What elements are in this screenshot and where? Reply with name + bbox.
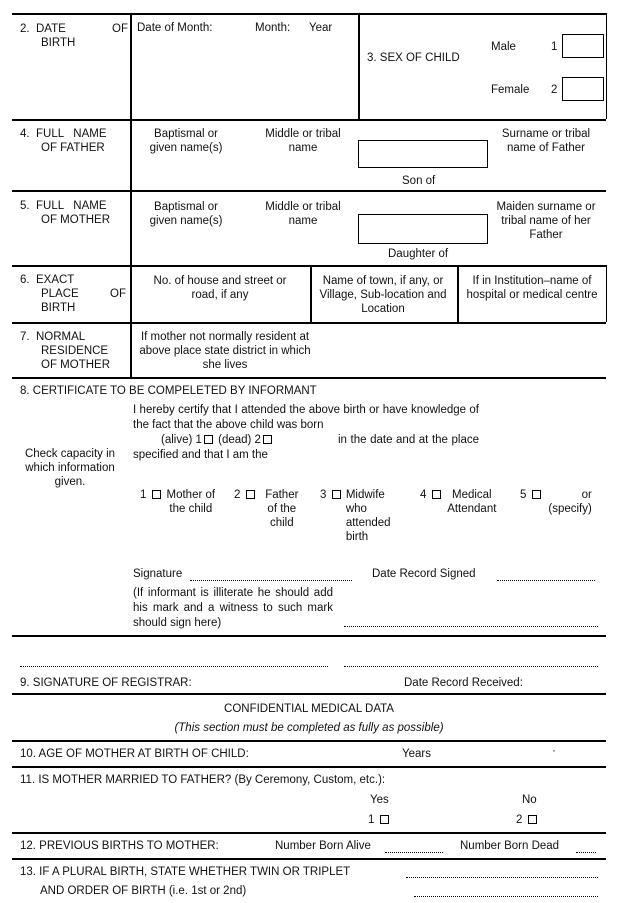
top-border bbox=[12, 13, 606, 15]
s8-bottom-border bbox=[12, 635, 606, 637]
option-other bbox=[520, 488, 604, 516]
s6-title-b: PLACE bbox=[41, 288, 79, 300]
yes-option bbox=[368, 814, 391, 826]
s6-title-c: OF bbox=[110, 288, 126, 300]
s8-title: 8. CERTIFICATE TO BE COMPELETED BY INFORMANT bbox=[20, 385, 317, 397]
s11-title: 11. IS MOTHER MARRIED TO FATHER? (By Ceremony, Custom, etc.): bbox=[20, 774, 386, 786]
s5-title-b: OF MOTHER bbox=[41, 214, 110, 226]
witness-field[interactable] bbox=[344, 626, 598, 627]
s2-title-a: DATE bbox=[35, 23, 66, 35]
birth-order-field[interactable] bbox=[414, 896, 598, 897]
opt2-label: Father of the child bbox=[265, 489, 299, 529]
s7-top-border bbox=[12, 322, 606, 324]
s13-title-b: AND ORDER OF BIRTH (i.e. 1st or 2nd) bbox=[40, 885, 247, 897]
residence-note: If mother not normally resident at above place state district in which she lives bbox=[139, 331, 311, 371]
s7-title-b: RESIDENCE bbox=[41, 345, 109, 357]
option-midwife bbox=[320, 488, 404, 544]
registrar-signature-field[interactable] bbox=[20, 666, 328, 667]
s5-num: 5. bbox=[20, 200, 30, 212]
plural-birth-field[interactable] bbox=[406, 877, 598, 878]
s5-divider bbox=[130, 190, 132, 265]
s4-title-b: OF FATHER bbox=[41, 142, 105, 154]
certify-text-2: in the date and at the place specified and that I am the bbox=[133, 434, 479, 461]
s7-title-c: OF MOTHER bbox=[41, 359, 110, 371]
midwife-checkbox[interactable] bbox=[332, 490, 341, 499]
s10-bottom-border bbox=[12, 766, 606, 768]
born-alive-field[interactable] bbox=[385, 852, 443, 853]
s10-dot: · bbox=[552, 745, 556, 757]
no-option bbox=[516, 814, 539, 826]
father-checkbox[interactable] bbox=[246, 490, 255, 499]
s2-right-edge bbox=[606, 13, 607, 119]
born-alive-label: Number Born Alive bbox=[275, 840, 371, 852]
sex-of-child-label: 3. SEX OF CHILD bbox=[367, 52, 460, 64]
date-signed-field[interactable] bbox=[497, 580, 595, 581]
s9-bottom-border bbox=[12, 693, 606, 695]
male-label: Male bbox=[491, 41, 516, 53]
opt5-label: or (specify) bbox=[548, 489, 592, 515]
s11-bottom-border bbox=[12, 832, 606, 834]
father-name-box[interactable] bbox=[358, 140, 488, 168]
mother-checkbox[interactable] bbox=[152, 490, 161, 499]
s6-label bbox=[20, 273, 126, 315]
s3-divider bbox=[358, 13, 360, 119]
s5-label bbox=[20, 199, 126, 227]
s4-title-a: FULL NAME bbox=[35, 128, 107, 140]
year-label: Year bbox=[309, 22, 333, 34]
s12-bottom-border bbox=[12, 858, 606, 860]
father-middle-label: Middle or tribal name bbox=[265, 128, 341, 154]
s10-title: 10. AGE OF MOTHER AT BIRTH OF CHILD: bbox=[20, 748, 249, 760]
date-of-month-label: Date of Month: bbox=[137, 22, 213, 34]
born-dead-field[interactable] bbox=[576, 852, 596, 853]
s6-num: 6. bbox=[20, 274, 30, 286]
s6-divider-3 bbox=[457, 265, 459, 322]
registrar-label: 9. SIGNATURE OF REGISTRAR: bbox=[20, 677, 192, 689]
female-label: Female bbox=[491, 84, 530, 96]
option-medical bbox=[420, 488, 510, 516]
opt1-num: 1 bbox=[140, 489, 147, 501]
s6-title-a: EXACT bbox=[35, 274, 75, 286]
s6-right-edge bbox=[606, 265, 607, 322]
check-capacity-label: Check capacity in which information given. bbox=[24, 448, 116, 488]
medical-subtitle-text: (This section must be completed as fully as possible) bbox=[174, 722, 444, 734]
opt5-num: 5 bbox=[520, 489, 527, 501]
signature-field[interactable] bbox=[190, 580, 352, 581]
s2-divider bbox=[130, 13, 132, 119]
mother-baptismal-label: Baptismal or given name(s) bbox=[149, 201, 223, 227]
certify-text-1: I hereby certify that I attended the above birth or have knowledge of the fact that the above child was born bbox=[133, 404, 479, 431]
medical-checkbox[interactable] bbox=[432, 490, 441, 499]
male-code: 1 bbox=[551, 41, 558, 53]
medical-bottom-border bbox=[12, 740, 606, 742]
daughter-of-label: Daughter of bbox=[388, 248, 449, 260]
s5-top-border bbox=[12, 190, 606, 192]
mother-name-box[interactable] bbox=[358, 214, 488, 244]
s8-top-border bbox=[12, 377, 606, 379]
dead-label: (dead) 2 bbox=[218, 434, 261, 446]
yes-code: 1 bbox=[368, 814, 375, 826]
no-checkbox[interactable] bbox=[528, 815, 537, 824]
s7-title-a: NORMAL bbox=[35, 331, 86, 343]
opt3-label: Midwife who attended birth bbox=[345, 489, 391, 543]
opt4-label: Medical Attendant bbox=[447, 489, 497, 515]
s2-num: 2. bbox=[20, 23, 30, 35]
father-surname-label: Surname or tribal name of Father bbox=[501, 128, 591, 154]
date-received-label: Date Record Received: bbox=[404, 677, 523, 689]
s7-label bbox=[20, 330, 126, 372]
s2-label bbox=[20, 22, 128, 50]
opt1-label: Mother of the child bbox=[166, 489, 216, 515]
medical-subtitle bbox=[12, 722, 606, 734]
s6-top-border bbox=[12, 265, 606, 267]
s4-top-border bbox=[12, 119, 606, 121]
alive-label: (alive) 1 bbox=[161, 434, 202, 446]
month-label: Month: bbox=[255, 22, 291, 34]
s13-title-a: 13. IF A PLURAL BIRTH, STATE WHETHER TWIN OR TRIPLET bbox=[20, 866, 351, 878]
signature-label: Signature bbox=[133, 568, 183, 580]
s6-divider bbox=[130, 265, 132, 322]
town-village-label: Name of town, if any, or Village, Sub-location and Location bbox=[319, 275, 447, 315]
born-dead-label: Number Born Dead bbox=[460, 840, 560, 852]
no-code: 2 bbox=[516, 814, 523, 826]
option-father bbox=[234, 488, 314, 530]
s4-divider bbox=[130, 119, 132, 190]
opt4-num: 4 bbox=[420, 489, 427, 501]
s7-num: 7. bbox=[20, 331, 30, 343]
house-street-label: No. of house and street or road, if any bbox=[153, 275, 287, 301]
s6-title-d: BIRTH bbox=[41, 302, 76, 314]
mother-maiden-label: Maiden surname or tribal name of her Father bbox=[496, 201, 596, 241]
date-received-field[interactable] bbox=[344, 666, 598, 667]
male-checkbox[interactable] bbox=[562, 34, 604, 58]
s4-label bbox=[20, 127, 126, 155]
s7-divider bbox=[130, 322, 132, 377]
father-baptismal-label: Baptismal or given name(s) bbox=[149, 128, 223, 154]
son-of-label: Son of bbox=[402, 175, 436, 187]
date-signed-label: Date Record Signed bbox=[372, 568, 476, 580]
institution-label: If in Institution–name of hospital or medical centre bbox=[466, 275, 598, 301]
opt3-num: 3 bbox=[320, 489, 327, 501]
s2-title-b: OF bbox=[112, 23, 128, 35]
s5-title-a: FULL NAME bbox=[35, 200, 107, 212]
female-code: 2 bbox=[551, 84, 558, 96]
medical-title: CONFIDENTIAL MEDICAL DATA bbox=[224, 703, 394, 715]
female-checkbox[interactable] bbox=[562, 77, 604, 101]
yes-label: Yes bbox=[370, 794, 389, 806]
s2-title-c: BIRTH bbox=[41, 37, 76, 49]
s12-title: 12. PREVIOUS BIRTHS TO MOTHER: bbox=[20, 840, 219, 852]
option-mother bbox=[140, 488, 230, 516]
opt2-num: 2 bbox=[234, 489, 241, 501]
s4-num: 4. bbox=[20, 128, 30, 140]
illiterate-note: (If informant is illiterate he should add his mark and a witness to such mark should sign here) bbox=[133, 587, 333, 629]
other-checkbox[interactable] bbox=[532, 490, 541, 499]
yes-checkbox[interactable] bbox=[380, 815, 389, 824]
years-label: Years bbox=[402, 748, 431, 760]
no-label: No bbox=[522, 794, 537, 806]
mother-middle-label: Middle or tribal name bbox=[265, 201, 341, 227]
